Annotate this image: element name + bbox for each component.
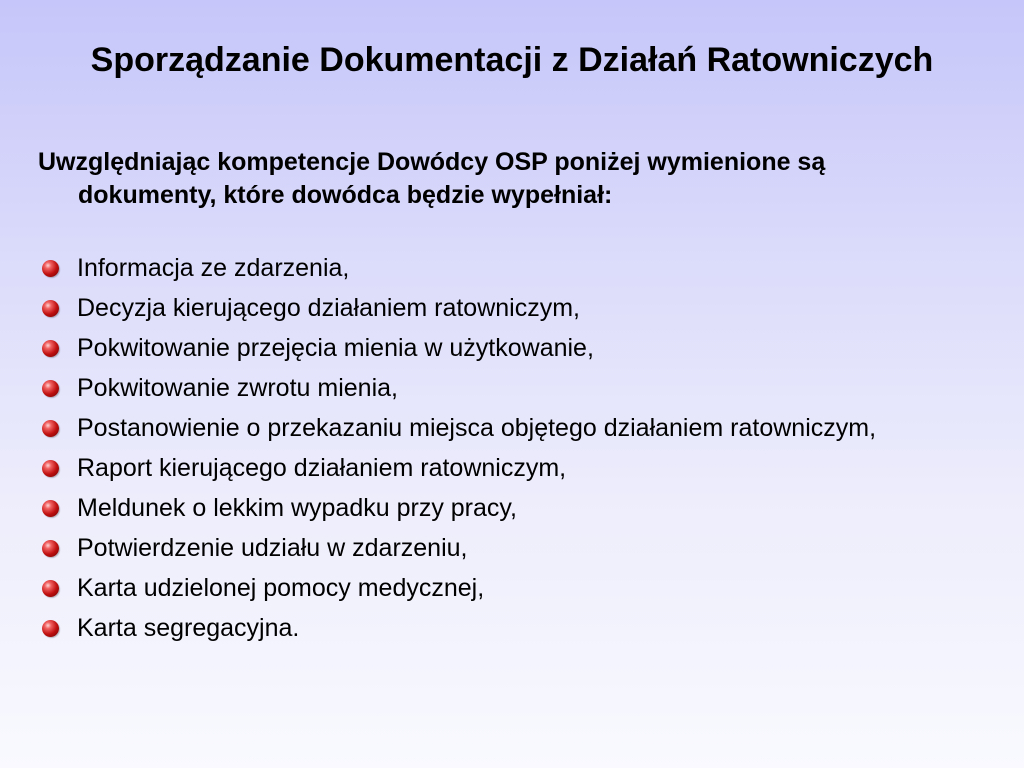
bullet-icon [42, 620, 59, 637]
list-item-label: Informacja ze zdarzenia, [77, 254, 350, 282]
list-item-label: Meldunek o lekkim wypadku przy pracy, [77, 494, 517, 522]
bullet-icon [42, 580, 59, 597]
bullet-icon [42, 460, 59, 477]
bullet-icon [42, 260, 59, 277]
list-item [42, 532, 1002, 565]
bullet-icon [42, 500, 59, 517]
list-item-label: Pokwitowanie przejęcia mienia w użytkowanie, [77, 334, 594, 362]
bullet-icon [42, 340, 59, 357]
bullet-icon [42, 380, 59, 397]
bullet-icon [42, 540, 59, 557]
list-item [42, 572, 1002, 605]
document-list [42, 252, 1002, 652]
list-item [42, 292, 1002, 325]
list-item-label: Pokwitowanie zwrotu mienia, [77, 374, 398, 402]
list-item-label: Postanowienie o przekazaniu miejsca objętego działaniem ratowniczym, [77, 414, 877, 442]
list-item [42, 332, 1002, 365]
list-item [42, 412, 1002, 445]
bullet-icon [42, 300, 59, 317]
list-item [42, 252, 1002, 285]
list-item [42, 372, 1002, 405]
bullet-icon [42, 420, 59, 437]
list-item [42, 452, 1002, 485]
list-item [42, 492, 1002, 525]
list-item-label: Karta udzielonej pomocy medycznej, [77, 574, 485, 602]
list-item-label: Karta segregacyjna. [77, 614, 300, 642]
list-item-label: Decyzja kierującego działaniem ratowniczym, [77, 294, 580, 322]
list-item-label: Potwierdzenie udziału w zdarzeniu, [77, 534, 468, 562]
list-item [42, 612, 1002, 645]
intro-paragraph: Uwzględniając kompetencje Dowódcy OSP poniżej wymienione są dokumenty, które dowódca będzie wypełniał: [38, 148, 826, 209]
list-item-label: Raport kierującego działaniem ratowniczym, [77, 454, 567, 482]
slide-title: Sporządzanie Dokumentacji z Działań Ratowniczych [90, 41, 934, 79]
